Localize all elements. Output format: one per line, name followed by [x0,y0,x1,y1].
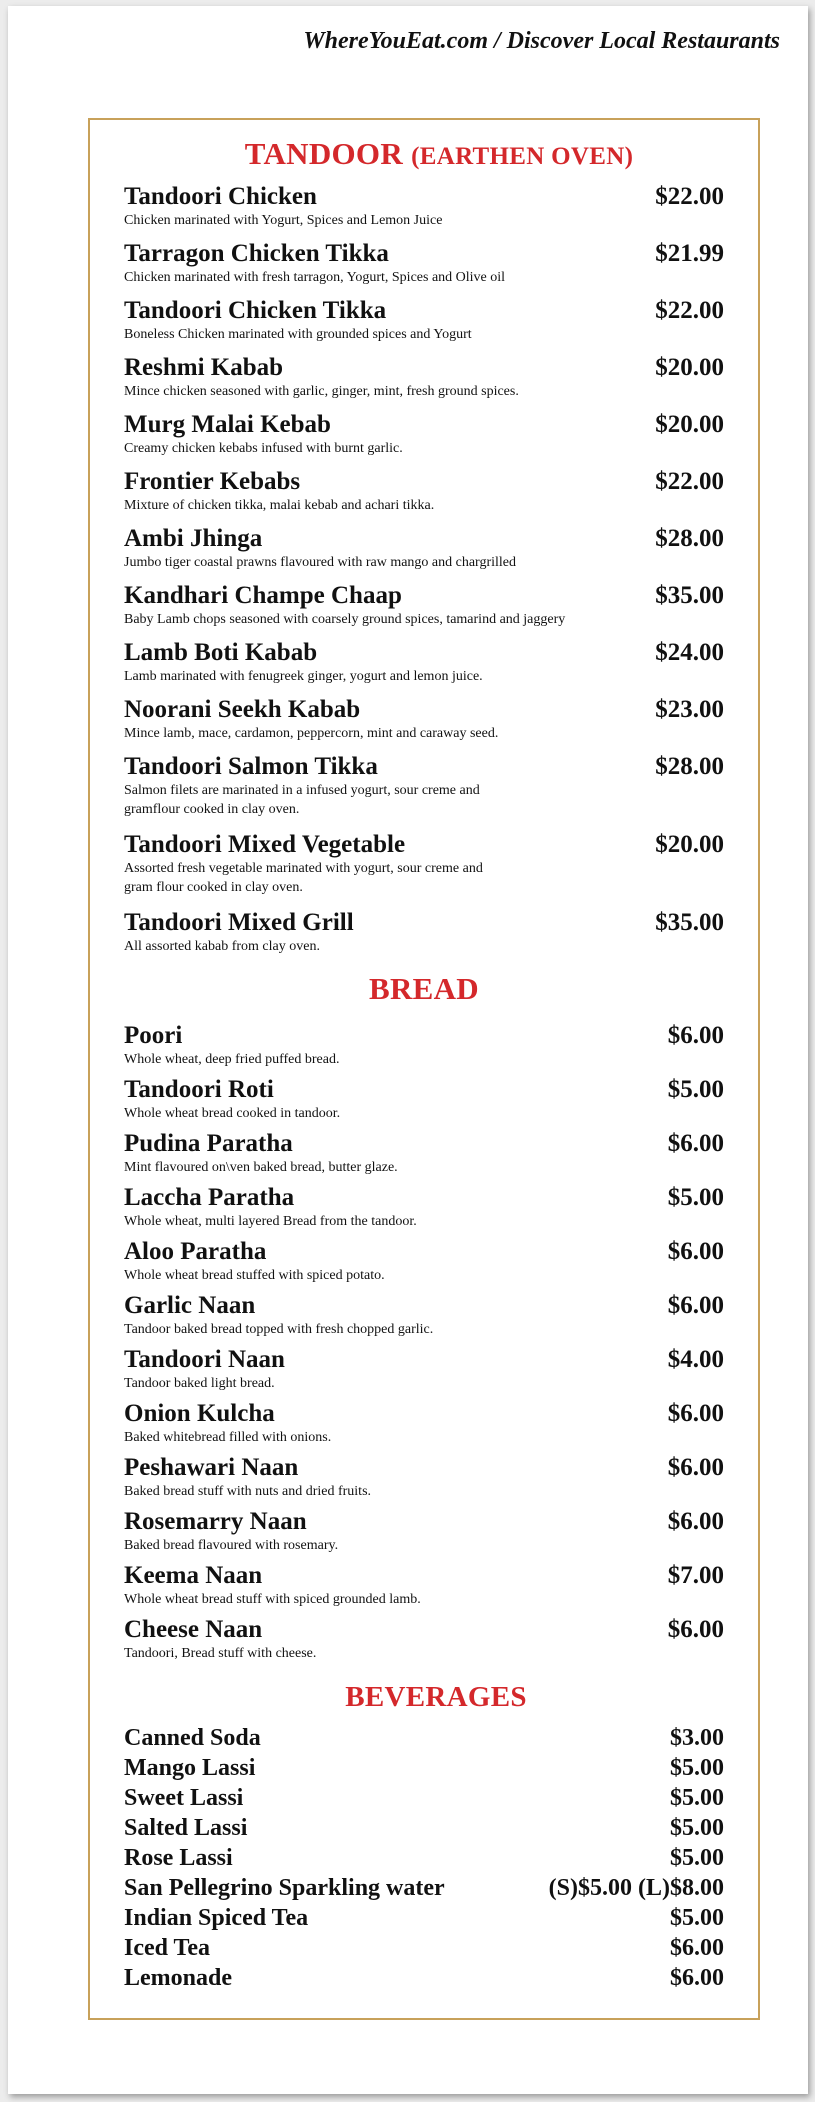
item-description: Baked whitebread filled with onions. [124,1430,332,1445]
item-price: $22.00 [655,183,724,210]
item-price: $6.00 [670,1935,724,1961]
tandoor-section-title [124,136,724,172]
item-description-line2: gramflour cooked in clay oven. [124,802,300,817]
item-description: Tandoori, Bread stuff with cheese. [124,1646,317,1661]
item-name: Tandoori Salmon Tikka [124,753,378,780]
menu-item [124,410,724,467]
item-description: Mixture of chicken tikka, malai kebab and achari tikka. [124,498,435,513]
menu-item [124,1291,724,1345]
beverage-item [124,1814,724,1844]
item-description: Tandoor baked bread topped with fresh chopped garlic. [124,1322,434,1337]
menu-item [124,1507,724,1561]
menu-item [124,524,724,581]
item-name: Noorani Seekh Kabab [124,696,361,723]
item-price: $20.00 [655,831,724,858]
item-price: $21.99 [655,240,724,267]
menu-item [124,1399,724,1453]
beverage-item [124,1844,724,1874]
bread-section-title: BREAD [368,971,479,1006]
beverages-section-title: BEVERAGES [345,1681,527,1713]
item-description: Whole wheat bread stuff with spiced grounded lamb. [124,1592,421,1607]
item-price: $35.00 [655,909,724,936]
beverage-item [124,1874,724,1904]
item-description: Mint flavoured on\ven baked bread, butter glaze. [124,1160,398,1175]
item-price: $20.00 [655,411,724,438]
item-name: Aloo Paratha [124,1238,267,1265]
item-name: Onion Kulcha [124,1400,275,1427]
item-description: Lamb marinated with fenugreek ginger, yogurt and lemon juice. [124,669,483,684]
item-description: Whole wheat, deep fried puffed bread. [124,1052,340,1067]
item-price: $5.00 [670,1845,724,1871]
item-name: Peshawari Naan [124,1454,299,1481]
item-description: Chicken marinated with fresh tarragon, Yogurt, Spices and Olive oil [124,270,506,285]
item-name: Tandoori Chicken Tikka [124,297,387,324]
item-price: $6.00 [667,1292,724,1319]
item-name: Salted Lassi [124,1815,248,1841]
item-description: Whole wheat, multi layered Bread from the tandoor. [124,1214,417,1229]
menu-item [124,1021,724,1075]
item-name: Tandoori Roti [124,1076,274,1103]
menu-item [124,239,724,296]
item-description: Assorted fresh vegetable marinated with yogurt, sour creme and [124,861,483,876]
menu-item [124,638,724,695]
item-price: $5.00 [667,1076,724,1103]
menu-item [124,1183,724,1237]
menu-item [124,581,724,638]
item-description: Whole wheat bread cooked in tandoor. [124,1106,341,1121]
item-name: Canned Soda [124,1725,261,1751]
item-name: Iced Tea [124,1935,211,1961]
tandoor-title-text: TANDOOR [244,136,404,171]
tandoor-list [124,182,724,965]
beverage-item [124,1724,724,1754]
item-name: Reshmi Kabab [124,354,284,381]
item-price: $35.00 [655,582,724,609]
item-price: $5.00 [670,1905,724,1931]
item-name: Indian Spiced Tea [124,1905,309,1931]
item-name: Cheese Naan [124,1616,263,1643]
item-name: San Pellegrino Sparkling water [124,1875,445,1901]
item-description: Salmon filets are marinated in a infused yogurt, sour creme and [124,783,480,798]
item-price: $7.00 [667,1562,724,1589]
item-price: $22.00 [655,297,724,324]
item-description-line2: gram flour cooked in clay oven. [124,880,303,895]
item-description: Boneless Chicken marinated with grounded spices and Yogurt [124,327,472,342]
item-name: Mango Lassi [124,1755,256,1781]
item-price: $6.00 [667,1508,724,1535]
beverage-item [124,1784,724,1814]
menu-item [124,1453,724,1507]
item-price: $3.00 [670,1725,724,1751]
item-description: Baby Lamb chops seasoned with coarsely ground spices, tamarind and jaggery [124,612,566,627]
beverage-item [124,1904,724,1934]
item-price: $23.00 [655,696,724,723]
item-name: Murg Malai Kebab [124,411,331,438]
item-name: Lamb Boti Kabab [124,639,318,666]
item-price: (S)$5.00 (L)$8.00 [548,1875,724,1901]
item-price: $28.00 [655,753,724,780]
beverage-item [124,1964,724,1994]
item-name: Tandoori Mixed Vegetable [124,831,406,858]
item-price: $6.00 [667,1454,724,1481]
menu-item [124,182,724,239]
item-price: $28.00 [655,525,724,552]
menu-content [124,126,724,1994]
item-price: $4.00 [667,1346,724,1373]
item-name: Laccha Paratha [124,1184,295,1211]
item-description: Baked bread stuff with nuts and dried fruits. [124,1484,372,1499]
item-description: Tandoor baked light bread. [124,1376,275,1391]
item-name: Tarragon Chicken Tikka [124,240,389,267]
item-name: Keema Naan [124,1562,263,1589]
item-description: Chicken marinated with Yogurt, Spices and Lemon Juice [124,213,443,228]
item-description: Baked bread flavoured with rosemary. [124,1538,339,1553]
item-price: $5.00 [670,1755,724,1781]
menu-item [124,1129,724,1183]
menu-item [124,695,724,752]
menu-item [124,296,724,353]
item-price: $6.00 [667,1130,724,1157]
item-description: Whole wheat bread stuffed with spiced potato. [124,1268,385,1283]
item-name: Frontier Kebabs [124,468,301,495]
site-watermark: WhereYouEat.com / Discover Local Restaurants [303,28,780,54]
item-name: Kandhari Champe Chaap [124,582,402,609]
menu-item [124,353,724,410]
item-name: Tandoori Naan [124,1346,285,1373]
item-description: Mince chicken seasoned with garlic, ginger, mint, fresh ground spices. [124,384,519,399]
item-price: $6.00 [667,1616,724,1643]
menu-item [124,467,724,524]
item-price: $6.00 [670,1965,724,1991]
item-description: Mince lamb, mace, cardamon, peppercorn, mint and caraway seed. [124,726,499,741]
bread-list [124,1021,724,1669]
item-price: $6.00 [667,1022,724,1049]
item-name: Tandoori Chicken [124,183,317,210]
item-price: $20.00 [655,354,724,381]
menu-item [124,1561,724,1615]
item-description: Jumbo tiger coastal prawns flavoured with raw mango and chargrilled [124,555,517,570]
menu-item [124,1345,724,1399]
item-price: $6.00 [667,1238,724,1265]
item-description: All assorted kabab from clay oven. [124,939,320,954]
item-name: Poori [124,1022,183,1049]
item-price: $6.00 [667,1400,724,1427]
menu-item [124,752,724,830]
menu-item [124,1615,724,1669]
beverage-item [124,1934,724,1964]
item-name: Rosemarry Naan [124,1508,307,1535]
menu-item [124,830,724,908]
item-name: Sweet Lassi [124,1785,244,1811]
menu-item [124,1075,724,1129]
item-name: Pudina Paratha [124,1130,293,1157]
tandoor-subtitle: (EARTHEN OVEN) [411,143,634,170]
beverage-item [124,1754,724,1784]
item-name: Rose Lassi [124,1845,233,1871]
menu-item [124,908,724,965]
item-description: Creamy chicken kebabs infused with burnt garlic. [124,441,403,456]
item-name: Lemonade [124,1965,232,1991]
item-price: $24.00 [655,639,724,666]
item-name: Tandoori Mixed Grill [124,909,354,936]
beverages-list [124,1724,724,1994]
item-price: $5.00 [667,1184,724,1211]
menu-item [124,1237,724,1291]
item-name: Ambi Jhinga [124,525,263,552]
item-name: Garlic Naan [124,1292,256,1319]
item-price: $22.00 [655,468,724,495]
item-price: $5.00 [670,1815,724,1841]
item-price: $5.00 [670,1785,724,1811]
